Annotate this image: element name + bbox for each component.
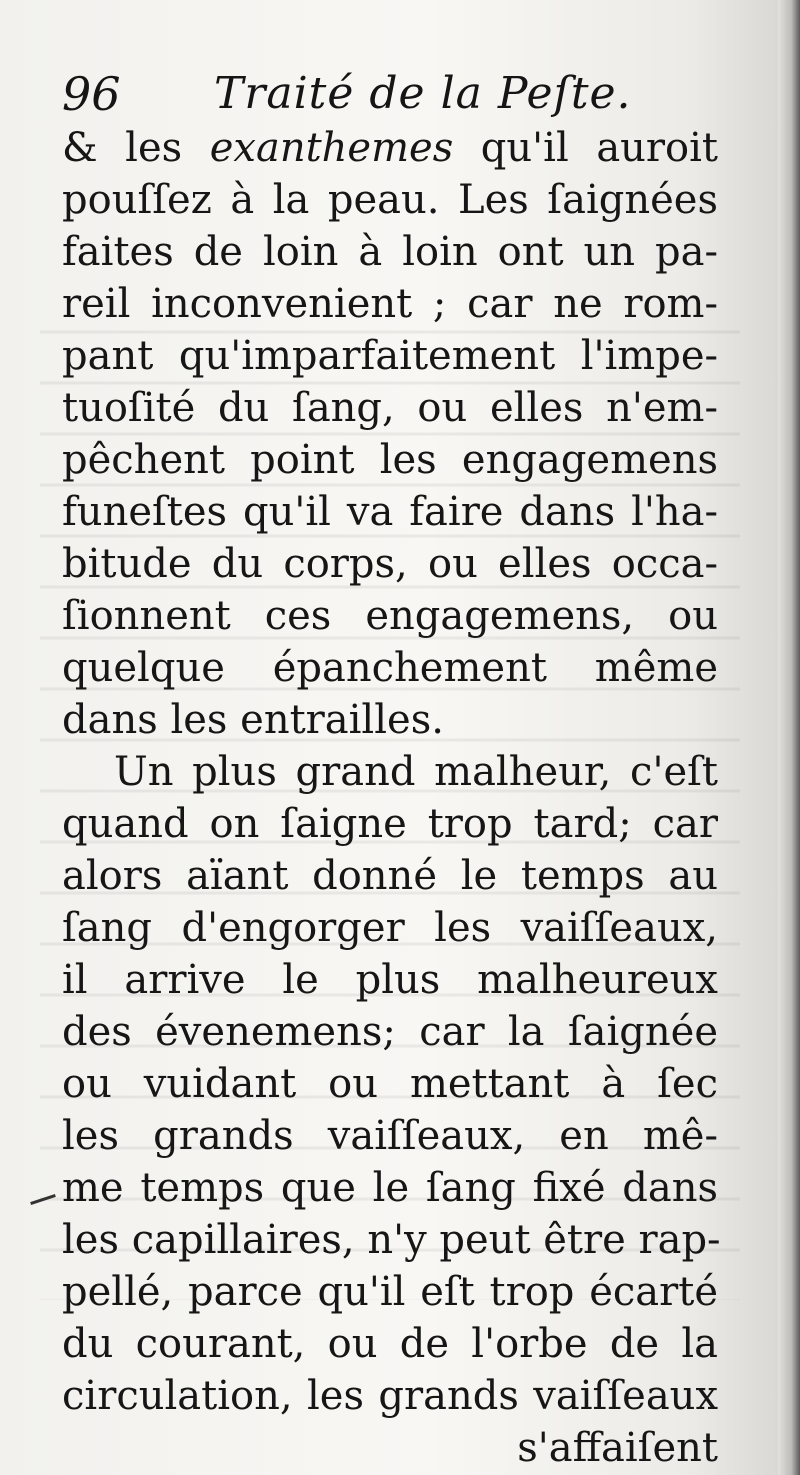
text-line: quand on ſaigne trop tard; car: [62, 801, 718, 847]
page-number: 96: [62, 67, 121, 121]
text-line: faites de loin à loin ont un pa-: [62, 229, 718, 275]
body-text: [62, 122, 721, 1474]
text-line: ſang d'engorger les vaiſſeaux,: [62, 905, 718, 951]
text-line: me temps que le ſang fixé dans: [62, 1165, 718, 1211]
text-line: pellé, parce qu'il eſt trop écarté: [62, 1269, 718, 1315]
text-line: pouſſez à la peau. Les ſaignées: [62, 177, 718, 223]
text-line: alors aïant donné le temps au: [62, 853, 718, 899]
text-line: ou vuidant ou mettant à ſec: [62, 1061, 718, 1107]
text-line: ſionnent ces engagemens, ou: [62, 593, 718, 639]
text-line: bitude du corps, ou elles occa-: [62, 541, 718, 587]
text-line: des évenemens; car la ſaignée: [62, 1009, 718, 1055]
text-line: reil inconvenient ; car ne rom-: [62, 281, 718, 327]
text-line: quelque épanchement même: [62, 645, 718, 691]
text-line: funeſtes qu'il va faire dans l'ha-: [62, 489, 718, 535]
catchword: s'affaiſent: [517, 1425, 718, 1471]
text-line: pant qu'imparfaitement l'impe-: [62, 333, 718, 379]
text-line: circulation, les grands vaiſſeaux: [62, 1373, 718, 1419]
paragraph-start-line: Un plus grand malheur, c'eſt: [114, 749, 718, 795]
text-line: pêchent point les engagemens: [62, 437, 718, 483]
text-line: tuoſité du ſang, ou elles n'em-: [62, 385, 718, 431]
text-line: les grands vaiſſeaux, en mê-: [62, 1113, 718, 1159]
page-gutter-shadow: [778, 0, 800, 1475]
page-header: [62, 66, 722, 122]
text-line: du courant, ou de l'orbe de la: [62, 1321, 718, 1367]
paragraph-end-line: dans les entrailles.: [62, 697, 444, 743]
running-head: Traité de la Peſte.: [214, 68, 632, 119]
text-line: les capillaires, n'y peut être rap-: [62, 1217, 721, 1263]
text-line: il arrive le plus malheureux: [62, 957, 718, 1003]
text-line: & les exanthemes qu'il auroit: [62, 125, 719, 171]
